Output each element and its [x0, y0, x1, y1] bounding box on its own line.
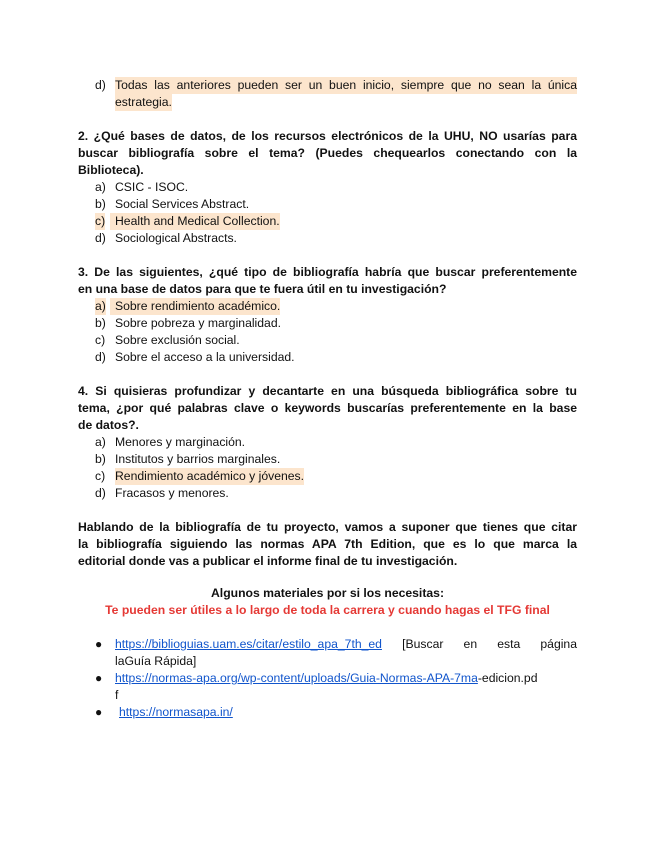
q2-option-c-letter: c) [95, 214, 106, 228]
q3-option-b-text: Sobre pobreza y marginalidad. [115, 316, 281, 330]
q3-option-c-text: Sobre exclusión social. [115, 333, 240, 347]
q1-option-d-letter: d) [95, 78, 106, 92]
q2-option-b-letter: b) [95, 197, 106, 211]
apa-paragraph-line: editorial donde vas a publicar el informe final de tu investigación. [78, 554, 458, 568]
q4-option-a-letter: a) [95, 435, 106, 449]
q3-option-c-letter: c) [95, 333, 106, 347]
q1-option-d-text: Todas las anteriores pueden ser un buen inicio, siempre que no sean la única [115, 78, 577, 92]
q2-option-d-letter: d) [95, 231, 106, 245]
q4-option-b-text: Institutos y barrios marginales. [115, 452, 281, 466]
q2-option-a-letter: a) [95, 180, 106, 194]
question-4-line: de datos?. [78, 418, 139, 432]
question-4-line: tema, ¿por qué palabras clave o keywords buscarías preferentemente en la base [78, 401, 577, 415]
q3-option-a-letter: a) [95, 299, 106, 313]
q2-option-d-text: Sociological Abstracts. [115, 231, 237, 245]
q4-option-c-letter: c) [95, 469, 106, 483]
materials-heading: Algunos materiales por si los necesitas: [211, 586, 444, 600]
biblioguias-link[interactable]: https://biblioguias.uam.es/citar/estilo_apa_7th_ed [115, 637, 382, 651]
q2-option-b-text: Social Services Abstract. [115, 197, 250, 211]
q2-option-a-text: CSIC - ISOC. [115, 180, 189, 194]
q1-option-d-text-cont: estrategia. [115, 95, 172, 109]
question-2 [78, 128, 577, 179]
question-3-line: 3. De las siguientes, ¿qué tipo de bibliografía habría que buscar preferentemente [78, 265, 577, 279]
question-3 [78, 264, 577, 298]
q3-option-d-letter: d) [95, 350, 106, 364]
q4-option-d-text: Fracasos y menores. [115, 486, 229, 500]
q4-option-b-letter: b) [95, 452, 106, 466]
materials-subheading: Te pueden ser útiles a lo largo de toda la carrera y cuando hagas el TFG final [105, 603, 550, 617]
apa-paragraph-line: la bibliografía siguiendo las normas APA 7th Edition, que es lo que marca la [78, 537, 577, 551]
bullet-icon: ● [95, 637, 103, 651]
material-item-3 [119, 704, 233, 721]
material-item-1-cont: laGuía Rápida] [115, 654, 197, 668]
material-item-2-suffix: -edicion.pd [477, 671, 538, 685]
q2-option-c-text: Health and Medical Collection. [115, 214, 280, 228]
question-4 [78, 383, 577, 434]
q3-option-d-text: Sobre el acceso a la universidad. [115, 350, 295, 364]
material-item-1 [115, 636, 577, 653]
q4-option-c-text: Rendimiento académico y jóvenes. [115, 469, 305, 483]
material-item-1-note: [Buscar en esta página [381, 637, 577, 651]
apa-paragraph-line: Hablando de la bibliografía de tu proyecto, vamos a suponer que tienes que citar [78, 520, 577, 534]
bullet-icon: ● [95, 671, 103, 685]
normas-apa-link[interactable]: https://normas-apa.org/wp-content/uploads/Guia-Normas-APA-7ma [115, 671, 478, 685]
q4-option-d-letter: d) [95, 486, 106, 500]
material-item-2-cont: f [115, 688, 119, 702]
question-2-line: 2. ¿Qué bases de datos, de los recursos electrónicos de la UHU, NO usarías para [78, 129, 577, 143]
q4-option-a-text: Menores y marginación. [115, 435, 246, 449]
material-item-2 [115, 670, 537, 687]
bullet-icon: ● [95, 705, 103, 719]
question-2-line: Biblioteca). [78, 163, 144, 177]
q3-option-b-letter: b) [95, 316, 106, 330]
q3-option-a-text: Sobre rendimiento académico. [115, 299, 281, 313]
question-3-line: en una base de datos para que te fuera útil en tu investigación? [78, 282, 447, 296]
apa-paragraph [78, 519, 577, 570]
question-4-line: 4. Si quisieras profundizar y decantarte en una búsqueda bibliográfica sobre tu [78, 384, 577, 398]
normasapa-link[interactable]: https://normasapa.in/ [119, 705, 233, 719]
question-2-line: buscar bibliografía sobre el tema? (Puedes chequearlos conectando con la [78, 146, 577, 160]
